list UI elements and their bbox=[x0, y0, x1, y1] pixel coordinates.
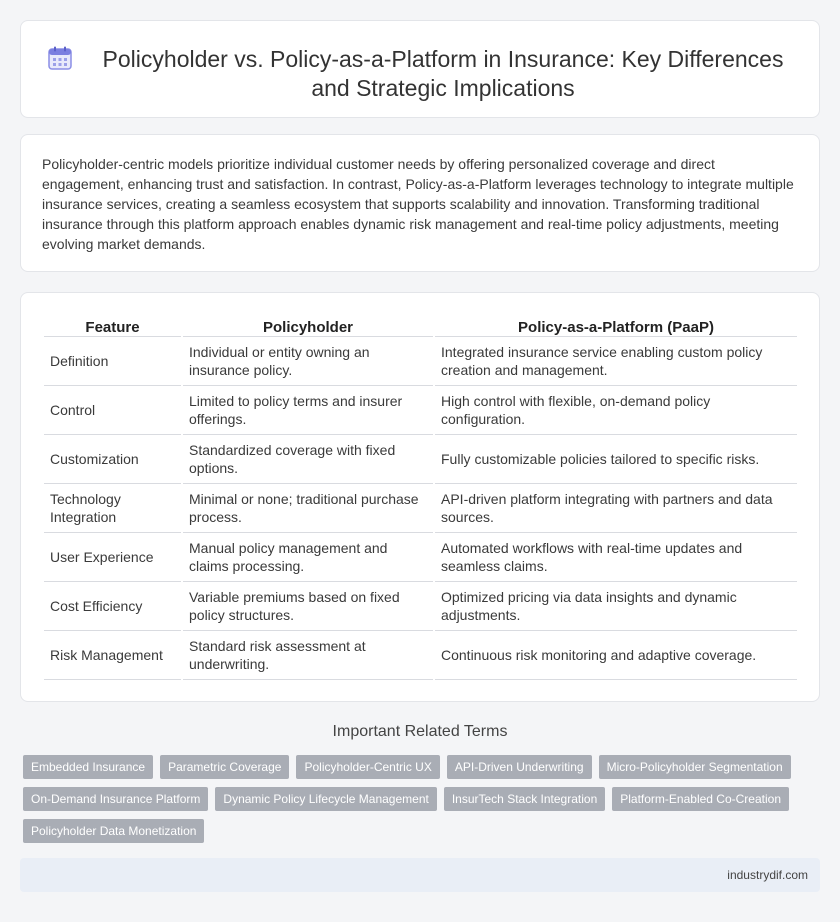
related-term-tag[interactable]: InsurTech Stack Integration bbox=[444, 787, 605, 811]
related-terms-list bbox=[23, 755, 803, 843]
paap-cell: Integrated insurance service enabling custom policy creation and management. bbox=[435, 337, 797, 386]
related-term-tag[interactable]: API-Driven Underwriting bbox=[447, 755, 592, 779]
paap-cell: API-driven platform integrating with partners and data sources. bbox=[435, 484, 797, 533]
feature-cell: User Experience bbox=[44, 533, 181, 582]
related-term-tag[interactable]: Parametric Coverage bbox=[160, 755, 289, 779]
header-paap: Policy-as-a-Platform (PaaP) bbox=[435, 315, 797, 337]
footer bbox=[20, 858, 820, 892]
related-term-tag[interactable]: Embedded Insurance bbox=[23, 755, 153, 779]
related-terms-heading: Important Related Terms bbox=[332, 723, 508, 740]
related-term-tag[interactable]: Dynamic Policy Lifecycle Management bbox=[215, 787, 436, 811]
policyholder-cell: Standardized coverage with fixed options. bbox=[183, 435, 433, 484]
header-feature: Feature bbox=[44, 315, 181, 337]
intro-paragraph: Policyholder-centric models prioritize individual customer needs by offering personalized coverage and direct engagement, enhancing trust and satisfaction. In contrast, Policy-as-a-Platform leverages technology to integrate multiple insurance services, creating a seamless ecosystem that supports scalability and innovation. Transforming traditional insurance through this platform approach enables dynamic risk management and real-time policy adjustments, meeting evolving market demands. bbox=[42, 156, 794, 252]
footer-site-link[interactable]: industrydif.com bbox=[727, 868, 808, 882]
related-term-tag[interactable]: Policyholder-Centric UX bbox=[296, 755, 439, 779]
table-row bbox=[44, 337, 797, 386]
table-row bbox=[44, 386, 797, 435]
feature-cell: Risk Management bbox=[44, 631, 181, 680]
feature-cell: Definition bbox=[44, 337, 181, 386]
paap-cell: High control with flexible, on-demand policy configuration. bbox=[435, 386, 797, 435]
table-row bbox=[44, 631, 797, 680]
feature-cell: Customization bbox=[44, 435, 181, 484]
table-header-row bbox=[44, 315, 797, 337]
feature-cell: Cost Efficiency bbox=[44, 582, 181, 631]
feature-cell: Technology Integration bbox=[44, 484, 181, 533]
related-term-tag[interactable]: Micro-Policyholder Segmentation bbox=[599, 755, 791, 779]
paap-cell: Continuous risk monitoring and adaptive coverage. bbox=[435, 631, 797, 680]
policyholder-cell: Limited to policy terms and insurer offerings. bbox=[183, 386, 433, 435]
calendar-icon bbox=[47, 45, 73, 71]
comparison-table bbox=[42, 315, 799, 680]
title-card bbox=[20, 20, 820, 118]
intro-card bbox=[20, 134, 820, 272]
policyholder-cell: Variable premiums based on fixed policy structures. bbox=[183, 582, 433, 631]
comparison-card bbox=[20, 292, 820, 702]
table-row bbox=[44, 484, 797, 533]
related-term-tag[interactable]: Policyholder Data Monetization bbox=[23, 819, 204, 843]
header-policyholder: Policyholder bbox=[183, 315, 433, 337]
page-title: Policyholder vs. Policy-as-a-Platform in Insurance: Key Differences and Strategic Implications bbox=[102, 46, 784, 101]
table-row bbox=[44, 582, 797, 631]
policyholder-cell: Individual or entity owning an insurance policy. bbox=[183, 337, 433, 386]
paap-cell: Optimized pricing via data insights and dynamic adjustments. bbox=[435, 582, 797, 631]
table-row bbox=[44, 533, 797, 582]
feature-cell: Control bbox=[44, 386, 181, 435]
related-term-tag[interactable]: On-Demand Insurance Platform bbox=[23, 787, 208, 811]
policyholder-cell: Minimal or none; traditional purchase process. bbox=[183, 484, 433, 533]
policyholder-cell: Standard risk assessment at underwriting. bbox=[183, 631, 433, 680]
related-term-tag[interactable]: Platform-Enabled Co-Creation bbox=[612, 787, 789, 811]
paap-cell: Automated workflows with real-time updates and seamless claims. bbox=[435, 533, 797, 582]
table-row bbox=[44, 435, 797, 484]
paap-cell: Fully customizable policies tailored to specific risks. bbox=[435, 435, 797, 484]
policyholder-cell: Manual policy management and claims processing. bbox=[183, 533, 433, 582]
